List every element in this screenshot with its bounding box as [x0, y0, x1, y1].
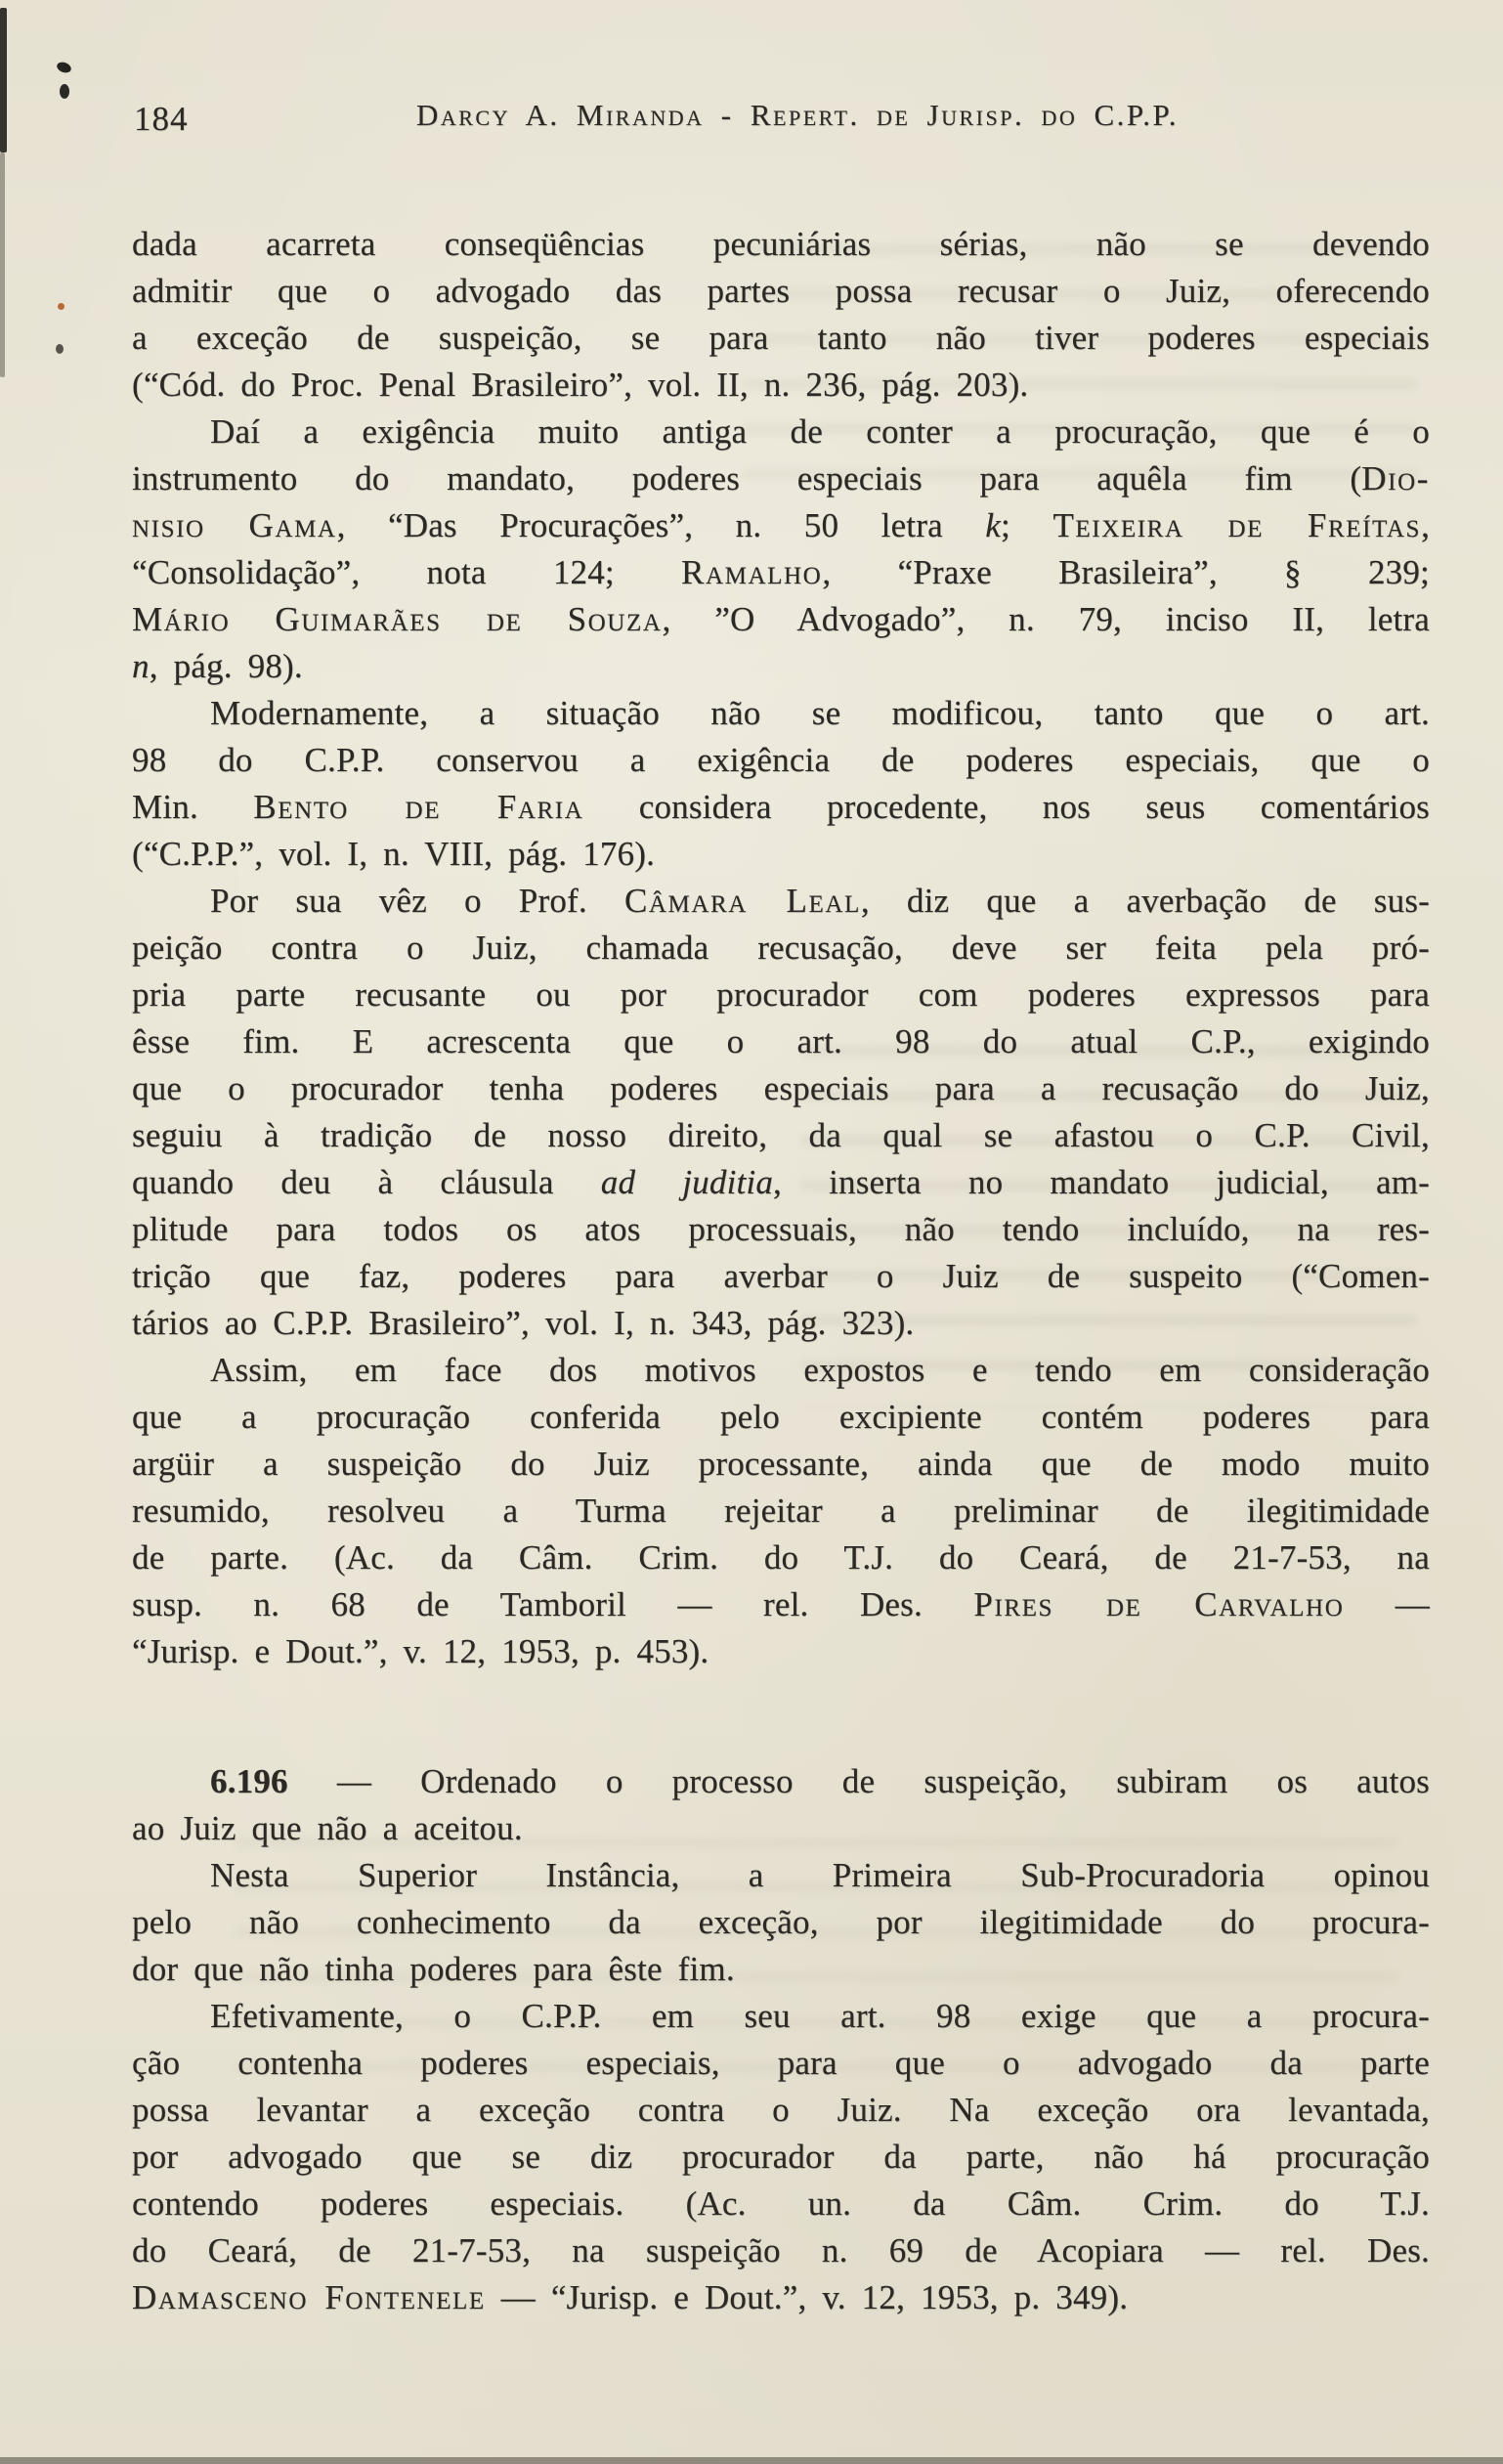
text-segment: dor que não tinha poderes para êste fim.	[132, 1950, 735, 1988]
text-line	[132, 268, 1430, 315]
text-segment: 6.196	[210, 1762, 288, 1800]
paragraph	[132, 690, 1430, 878]
scan-speck	[56, 61, 73, 75]
text-line	[132, 690, 1430, 737]
text-line	[132, 1112, 1430, 1159]
scan-edge-artifact	[0, 152, 5, 377]
text-segment: ad juditia	[600, 1163, 774, 1201]
text-line	[132, 549, 1430, 596]
text-line	[132, 1441, 1430, 1488]
text-line	[132, 2087, 1430, 2134]
text-line	[132, 1628, 1430, 1675]
text-line	[132, 1805, 1430, 1852]
text-line	[132, 2274, 1430, 2321]
text-line	[132, 643, 1430, 690]
text-line	[132, 362, 1430, 409]
text-segment: possa levantar a exceção contra o Juiz. Na exceção ora levantada,	[132, 2091, 1430, 2129]
text-segment: que a procuração conferida pelo excipiente contém poderes para	[132, 1398, 1430, 1436]
text-line	[132, 1899, 1430, 1946]
smallcaps-name: Bento de Faria	[253, 788, 584, 826]
text-line	[132, 315, 1430, 362]
text-segment: n	[132, 647, 150, 685]
text-segment: Por sua vêz o Prof.	[210, 882, 624, 920]
scan-edge-artifact	[0, 8, 7, 152]
paragraph	[132, 409, 1430, 690]
smallcaps-name: nisio Gama	[132, 506, 337, 544]
text-segment: instrumento do mandato, poderes especiais para aquêla fim (	[132, 459, 1362, 497]
text-segment: contendo poderes especiais. (Ac. un. da Câm. Crim. do T.J.	[132, 2184, 1430, 2223]
text-segment: , “Praxe Brasileira”, § 239;	[822, 553, 1430, 591]
page-number: 184	[134, 100, 189, 138]
smallcaps-name: Dio-	[1361, 459, 1430, 497]
page-header	[132, 98, 1430, 149]
text-line	[132, 831, 1430, 878]
smallcaps-name: Câmara Leal	[623, 882, 861, 920]
text-segment: que o procurador tenha poderes especiais para a recusação do Juiz,	[132, 1069, 1430, 1107]
text-segment: ao Juiz que não a aceitou.	[132, 1809, 523, 1847]
text-line	[132, 502, 1430, 549]
text-segment: ção contenha poderes especiais, para que o advogado da parte	[132, 2044, 1430, 2082]
text-segment: , pág. 98).	[149, 647, 303, 685]
text-line	[132, 1993, 1430, 2040]
text-segment: Daí a exigência muito antiga de conter a procuração, que é o	[210, 412, 1430, 451]
text-segment: plitude para todos os atos processuais, não tendo incluído, na res-	[132, 1210, 1430, 1248]
text-segment: , “Das Procurações”, n. 50 letra	[336, 506, 986, 544]
text-segment: seguiu à tradição de nosso direito, da qual se afastou o C.P. Civil,	[132, 1116, 1430, 1154]
text-segment: , diz que a averbação de sus-	[860, 882, 1430, 920]
text-line	[132, 972, 1430, 1018]
text-segment: do Ceará, de 21-7-53, na suspeição n. 69 de Acopiara — rel. Des.	[132, 2231, 1430, 2269]
text-segment: considera procedente, nos seus comentários	[583, 788, 1430, 826]
text-segment: —	[1344, 1585, 1430, 1623]
text-line	[132, 1946, 1430, 1993]
smallcaps-name: Mário Guimarães de Souza	[132, 600, 663, 638]
text-line	[132, 2134, 1430, 2181]
text-line	[132, 737, 1430, 784]
text-segment: susp. n. 68 de Tamboril — rel. Des.	[132, 1585, 974, 1623]
text-line	[132, 455, 1430, 502]
text-segment: “Consolidação”, nota 124;	[132, 553, 682, 591]
text-segment: argüir a suspeição do Juiz processante, ainda que de modo muito	[132, 1445, 1430, 1483]
text-line	[132, 1018, 1430, 1065]
text-line	[132, 596, 1430, 643]
paragraph	[132, 1993, 1430, 2321]
text-line	[132, 1535, 1430, 1581]
text-line	[132, 2181, 1430, 2227]
text-segment: resumido, resolveu a Turma rejeitar a preliminar de ilegitimidade	[132, 1491, 1430, 1530]
running-title: Darcy A. Miranda - Repert. de Jurisp. do C.P.P.	[415, 98, 1179, 132]
text-segment: Min.	[132, 788, 254, 826]
scan-speck	[58, 303, 64, 310]
scan-speck	[60, 84, 69, 99]
text-segment: Efetivamente, o C.P.P. em seu art. 98 exige que a procura-	[210, 1997, 1430, 2035]
text-segment: Nesta Superior Instância, a Primeira Sub-Procuradoria opinou	[210, 1856, 1430, 1894]
text-line	[132, 1159, 1430, 1206]
paragraph	[132, 878, 1430, 1347]
text-line	[132, 925, 1430, 972]
scan-speck	[56, 344, 64, 354]
text-segment: , inserta no mandato judicial, am-	[773, 1163, 1430, 1201]
text-line	[132, 784, 1430, 831]
text-body	[132, 221, 1430, 2321]
text-segment: peição contra o Juiz, chamada recusação, deve ser feita pela pró-	[132, 929, 1430, 967]
text-segment: tários ao C.P.P. Brasileiro”, vol. I, n. 343, pág. 323).	[132, 1304, 915, 1342]
text-segment: por advogado que se diz procurador da parte, não há procuração	[132, 2138, 1430, 2176]
text-segment: (“Cód. do Proc. Penal Brasileiro”, vol. II, n. 236, pág. 203).	[132, 366, 1029, 404]
text-segment: , ”O Advogado”, n. 79, inciso II, letra	[662, 600, 1430, 638]
text-segment: quando deu à cláusula	[132, 1163, 601, 1201]
text-line	[132, 1300, 1430, 1347]
text-line	[132, 1065, 1430, 1112]
text-line	[132, 1206, 1430, 1253]
paragraph	[132, 221, 1430, 409]
text-segment: a exceção de suspeição, se para tanto não tiver poderes especiais	[132, 319, 1430, 357]
text-segment: — Ordenado o processo de suspeição, subiram os autos	[287, 1762, 1430, 1800]
paragraph	[132, 1852, 1430, 1993]
text-line	[132, 1347, 1430, 1394]
paragraph	[132, 1758, 1430, 1852]
text-line	[132, 2040, 1430, 2087]
text-segment: de parte. (Ac. da Câm. Crim. do T.J. do Ceará, de 21-7-53, na	[132, 1538, 1430, 1577]
text-segment: pelo não conhecimento da exceção, por ilegitimidade do procura-	[132, 1903, 1430, 1941]
text-segment: Assim, em face dos motivos expostos e tendo em consideração	[210, 1351, 1430, 1389]
text-line	[132, 878, 1430, 925]
text-line	[132, 1758, 1430, 1805]
text-segment: k	[985, 506, 1002, 544]
text-segment: admitir que o advogado das partes possa recusar o Juiz, oferecendo	[132, 272, 1430, 310]
smallcaps-name: Damasceno Fontenele	[132, 2278, 486, 2316]
text-line	[132, 221, 1430, 268]
paragraph	[132, 1347, 1430, 1675]
text-line	[132, 409, 1430, 455]
text-segment: ,	[1421, 506, 1431, 544]
text-segment: “Jurisp. e Dout.”, v. 12, 1953, p. 453).	[132, 1632, 709, 1670]
smallcaps-name: Teixeira de Freítas	[1052, 506, 1422, 544]
text-segment: ;	[1001, 506, 1053, 544]
text-line	[132, 1488, 1430, 1535]
text-segment: pria parte recusante ou por procurador com poderes expressos para	[132, 975, 1430, 1014]
scan-edge-artifact	[0, 2457, 1503, 2464]
text-segment: Modernamente, a situação não se modificou, tanto que o art.	[210, 694, 1430, 732]
text-segment: dada acarreta conseqüências pecuniárias sérias, não se devendo	[132, 225, 1430, 263]
text-segment: êsse fim. E acrescenta que o art. 98 do atual C.P., exigindo	[132, 1022, 1430, 1060]
text-line	[132, 1581, 1430, 1628]
text-segment: 98 do C.P.P. conservou a exigência de poderes especiais, que o	[132, 741, 1430, 779]
text-line	[132, 1394, 1430, 1441]
text-segment: trição que faz, poderes para averbar o Juiz de suspeito (“Comen-	[132, 1257, 1430, 1295]
text-line	[132, 1253, 1430, 1300]
text-line	[132, 2227, 1430, 2274]
smallcaps-name: Ramalho	[681, 553, 823, 591]
text-segment: — “Jurisp. e Dout.”, v. 12, 1953, p. 349).	[485, 2278, 1129, 2316]
text-line	[132, 1852, 1430, 1899]
smallcaps-name: Pires de Carvalho	[973, 1585, 1345, 1623]
text-segment: (“C.P.P.”, vol. I, n. VIII, pág. 176).	[132, 835, 656, 873]
